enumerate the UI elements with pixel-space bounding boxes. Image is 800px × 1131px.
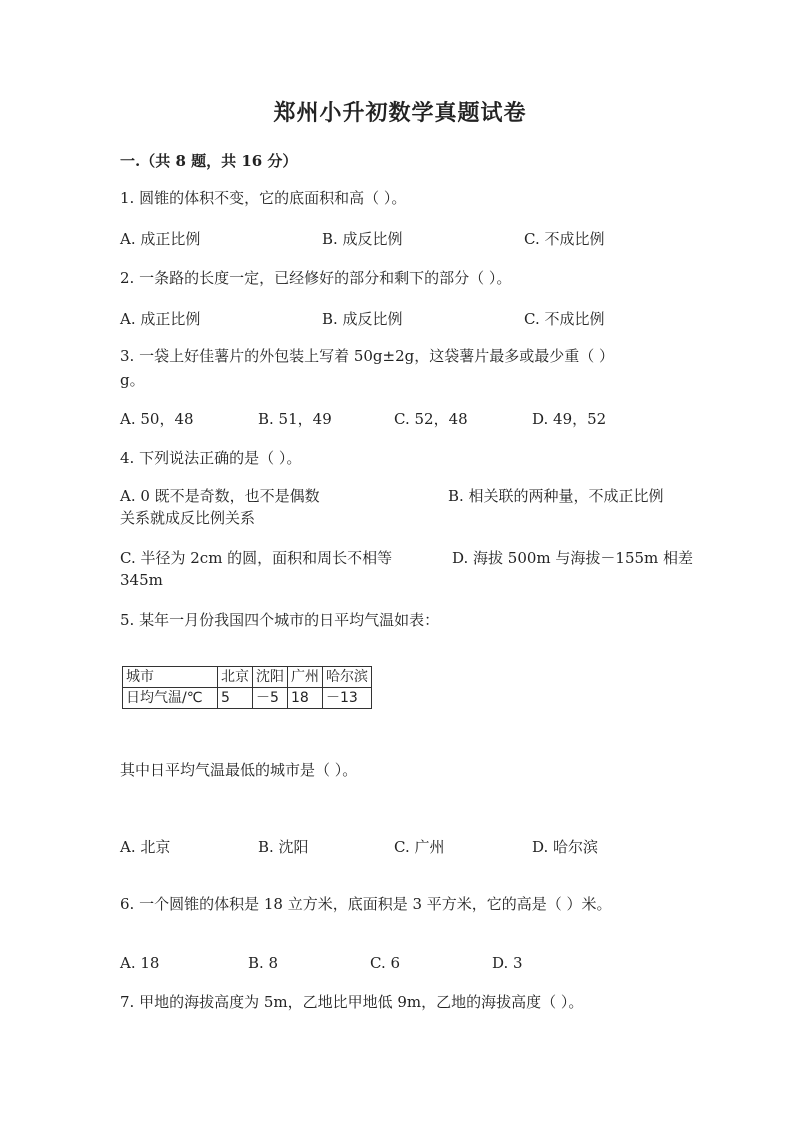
table-cell: 哈尔滨	[323, 667, 372, 688]
question-6-option-a: A. 18	[120, 954, 160, 972]
question-2-option-b: B. 成反比例	[322, 310, 403, 328]
table-cell: －5	[253, 688, 288, 709]
question-2-option-a: A. 成正比例	[120, 310, 201, 328]
question-3-option-c: C. 52，48	[394, 410, 468, 428]
question-3-stem: 3. 一袋上好佳薯片的外包装上写着 50g±2g，这袋薯片最多或最少重（ ）	[120, 347, 615, 365]
question-4-option-d: D. 海拔 500m 与海拔－155m 相差	[452, 549, 694, 567]
question-3-stem-continued: g。	[120, 371, 145, 389]
table-cell: 18	[288, 688, 323, 709]
page-title: 郑州小升初数学真题试卷	[273, 100, 527, 126]
question-4-option-b: B. 相关联的两种量，不成正比例	[448, 487, 664, 505]
question-6-option-b: B. 8	[248, 954, 279, 972]
question-7-stem: 7. 甲地的海拔高度为 5m，乙地比甲地低 9m，乙地的海拔高度（ ）。	[120, 993, 584, 1011]
table-cell: 城市	[123, 667, 218, 688]
question-2-stem: 2. 一条路的长度一定，已经修好的部分和剩下的部分（ ）。	[120, 269, 512, 287]
question-1-option-a: A. 成正比例	[120, 230, 201, 248]
question-1-stem: 1. 圆锥的体积不变，它的底面积和高（ ）。	[120, 189, 407, 207]
table-cell: －13	[323, 688, 372, 709]
question-1-option-c: C. 不成比例	[524, 230, 605, 248]
question-6-option-d: D. 3	[492, 954, 523, 972]
question-4-option-c: C. 半径为 2cm 的圆，面积和周长不相等	[120, 549, 393, 567]
question-5-option-a: A. 北京	[120, 838, 171, 856]
question-3-option-d: D. 49，52	[532, 410, 607, 428]
question-4-stem: 4. 下列说法正确的是（ ）。	[120, 449, 302, 467]
table-cell: 沈阳	[253, 667, 288, 688]
table-cell: 5	[218, 688, 253, 709]
question-5-question: 其中日平均气温最低的城市是（ ）。	[120, 761, 358, 779]
table-cell: 北京	[218, 667, 253, 688]
question-1-option-b: B. 成反比例	[322, 230, 403, 248]
question-5-option-b: B. 沈阳	[258, 838, 309, 856]
table-cell: 广州	[288, 667, 323, 688]
question-3-option-a: A. 50，48	[120, 410, 194, 428]
question-6-stem: 6. 一个圆锥的体积是 18 立方米，底面积是 3 平方米，它的高是（ ）米。	[120, 895, 612, 913]
question-5-option-c: C. 广州	[394, 838, 445, 856]
table-header-row	[123, 667, 372, 688]
question-3-option-b: B. 51，49	[258, 410, 332, 428]
question-4-option-d-continued: 345m	[120, 571, 163, 589]
question-6-option-c: C. 6	[370, 954, 401, 972]
question-4-option-a: A. 0 既不是奇数，也不是偶数	[120, 487, 320, 505]
question-5-stem: 5. 某年一月份我国四个城市的日平均气温如表：	[120, 611, 440, 629]
question-5-option-d: D. 哈尔滨	[532, 838, 599, 856]
question-4-option-b-continued: 关系就成反比例关系	[120, 509, 256, 527]
table-cell: 日均气温/℃	[123, 688, 218, 709]
temperature-table	[122, 666, 372, 709]
table-row	[123, 688, 372, 709]
question-2-option-c: C. 不成比例	[524, 310, 605, 328]
section-heading: 一.（共 8 题，共 16 分）	[120, 152, 298, 170]
